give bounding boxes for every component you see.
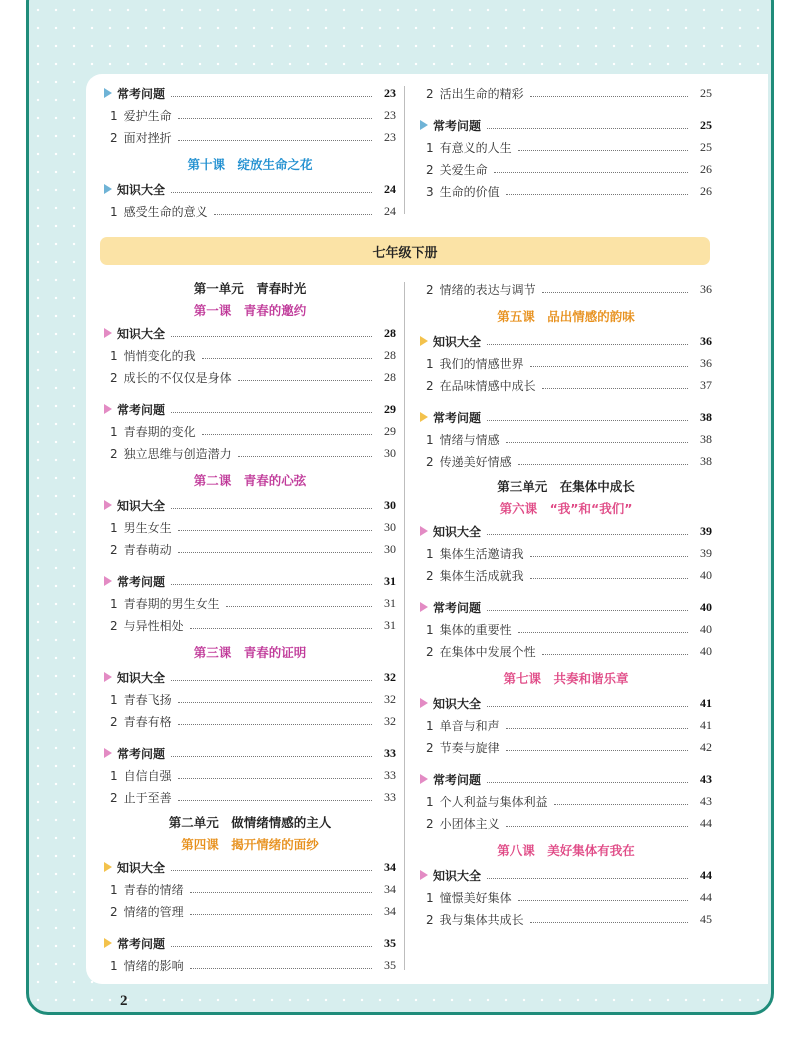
- toc-section[interactable]: 常考问题 23: [104, 82, 396, 104]
- triangle-icon: [104, 88, 112, 98]
- triangle-icon: [104, 748, 112, 758]
- lesson-title: 第八课 美好集体有我在: [497, 843, 635, 858]
- toc-section[interactable]: 知识大全 32: [104, 666, 396, 688]
- toc-item[interactable]: 1 感受生命的意义 24: [110, 203, 396, 219]
- unit-title: 第一单元 青春时光: [193, 281, 307, 296]
- triangle-icon: [104, 862, 112, 872]
- toc-section[interactable]: 知识大全 34: [104, 856, 396, 878]
- toc-section[interactable]: 知识大全 44: [420, 864, 712, 886]
- triangle-icon: [104, 500, 112, 510]
- toc-section[interactable]: 常考问题 25: [420, 114, 712, 136]
- toc-top-right: [420, 82, 712, 202]
- toc-bottom-right: [420, 278, 712, 930]
- triangle-icon: [420, 602, 428, 612]
- toc-item[interactable]: 1 集体的重要性 40: [426, 621, 712, 637]
- toc-section[interactable]: 常考问题 38: [420, 406, 712, 428]
- triangle-icon: [420, 774, 428, 784]
- toc-item[interactable]: 2 与异性相处 31: [110, 617, 396, 633]
- toc-item[interactable]: 2 节奏与旋律 42: [426, 739, 712, 755]
- toc-section[interactable]: 知识大全 28: [104, 322, 396, 344]
- toc-item[interactable]: 2 在品味情感中成长 37: [426, 377, 712, 393]
- triangle-icon: [104, 938, 112, 948]
- triangle-icon: [104, 672, 112, 682]
- lesson-title: 第二课 青春的心弦: [193, 473, 307, 488]
- toc-top-left: [104, 82, 396, 222]
- toc-item[interactable]: 1 青春期的变化 29: [110, 423, 396, 439]
- toc-item[interactable]: 1 憧憬美好集体 44: [426, 889, 712, 905]
- toc-section[interactable]: 知识大全 41: [420, 692, 712, 714]
- toc-section[interactable]: 常考问题 29: [104, 398, 396, 420]
- triangle-icon: [104, 404, 112, 414]
- toc-section[interactable]: 常考问题 43: [420, 768, 712, 790]
- grade-banner: 七年级下册: [100, 237, 710, 265]
- toc-item[interactable]: 1 爱护生命 23: [110, 107, 396, 123]
- lesson-title: 第四课 揭开情绪的面纱: [181, 837, 319, 852]
- unit-title: 第二单元 做情绪情感的主人: [168, 815, 332, 830]
- toc-item[interactable]: 1 青春飞扬 32: [110, 691, 396, 707]
- triangle-icon: [420, 526, 428, 536]
- toc-item[interactable]: 2 情绪的表达与调节 36: [426, 281, 712, 297]
- column-divider-top: [404, 86, 405, 214]
- toc-item[interactable]: 1 情绪的影响 35: [110, 957, 396, 973]
- toc-section[interactable]: 常考问题 35: [104, 932, 396, 954]
- toc-item[interactable]: 1 集体生活邀请我 39: [426, 545, 712, 561]
- unit-title: 第三单元 在集体中成长: [497, 479, 635, 494]
- toc-item[interactable]: 1 男生女生 30: [110, 519, 396, 535]
- triangle-icon: [420, 698, 428, 708]
- toc-item[interactable]: 2 传递美好情感 38: [426, 453, 712, 469]
- lesson-title: 第一课 青春的邀约: [193, 303, 307, 318]
- triangle-icon: [104, 328, 112, 338]
- toc-item[interactable]: 1 单音与和声 41: [426, 717, 712, 733]
- toc-section[interactable]: 知识大全 30: [104, 494, 396, 516]
- toc-section[interactable]: 常考问题 31: [104, 570, 396, 592]
- lesson-title: 第十课 绽放生命之花: [187, 157, 313, 172]
- toc-bottom-left: [104, 278, 396, 976]
- lesson-title: 第六课 “我”和“我们”: [499, 501, 633, 516]
- toc-item[interactable]: 2 成长的不仅仅是身体 28: [110, 369, 396, 385]
- toc-item[interactable]: 2 独立思维与创造潜力 30: [110, 445, 396, 461]
- toc-item[interactable]: 3 生命的价值 26: [426, 183, 712, 199]
- toc-item[interactable]: 2 活出生命的精彩 25: [426, 85, 712, 101]
- toc-item[interactable]: 1 我们的情感世界 36: [426, 355, 712, 371]
- triangle-icon: [420, 336, 428, 346]
- toc-item[interactable]: 1 有意义的人生 25: [426, 139, 712, 155]
- toc-section[interactable]: 常考问题 33: [104, 742, 396, 764]
- lesson-title: 第三课 青春的证明: [193, 645, 307, 660]
- triangle-icon: [104, 576, 112, 586]
- triangle-icon: [420, 120, 428, 130]
- triangle-icon: [104, 184, 112, 194]
- triangle-icon: [420, 412, 428, 422]
- toc-section[interactable]: 常考问题 40: [420, 596, 712, 618]
- toc-section[interactable]: 知识大全 36: [420, 330, 712, 352]
- toc-item[interactable]: 2 青春萌动 30: [110, 541, 396, 557]
- toc-item[interactable]: 2 集体生活成就我 40: [426, 567, 712, 583]
- lesson-title: 第五课 品出情感的韵味: [497, 309, 635, 324]
- toc-item[interactable]: 2 青春有格 32: [110, 713, 396, 729]
- toc-item[interactable]: 1 自信自强 33: [110, 767, 396, 783]
- toc-section[interactable]: 知识大全 24: [104, 178, 396, 200]
- toc-section[interactable]: 知识大全 39: [420, 520, 712, 542]
- toc-item[interactable]: 2 关爱生命 26: [426, 161, 712, 177]
- toc-item[interactable]: 1 青春的情绪 34: [110, 881, 396, 897]
- toc-item[interactable]: 2 小团体主义 44: [426, 815, 712, 831]
- toc-item[interactable]: 2 我与集体共成长 45: [426, 911, 712, 927]
- toc-item[interactable]: 1 悄悄变化的我 28: [110, 347, 396, 363]
- lesson-title: 第七课 共奏和谐乐章: [503, 671, 629, 686]
- toc-item[interactable]: 2 情绪的管理 34: [110, 903, 396, 919]
- toc-item[interactable]: 1 个人利益与集体利益 43: [426, 793, 712, 809]
- toc-item[interactable]: 2 止于至善 33: [110, 789, 396, 805]
- column-divider-bottom: [404, 282, 405, 970]
- toc-item[interactable]: 2 在集体中发展个性 40: [426, 643, 712, 659]
- toc-item[interactable]: 1 青春期的男生女生 31: [110, 595, 396, 611]
- toc-item[interactable]: 2 面对挫折 23: [110, 129, 396, 145]
- page-number: 2: [120, 993, 128, 1009]
- triangle-icon: [420, 870, 428, 880]
- toc-item[interactable]: 1 情绪与情感 38: [426, 431, 712, 447]
